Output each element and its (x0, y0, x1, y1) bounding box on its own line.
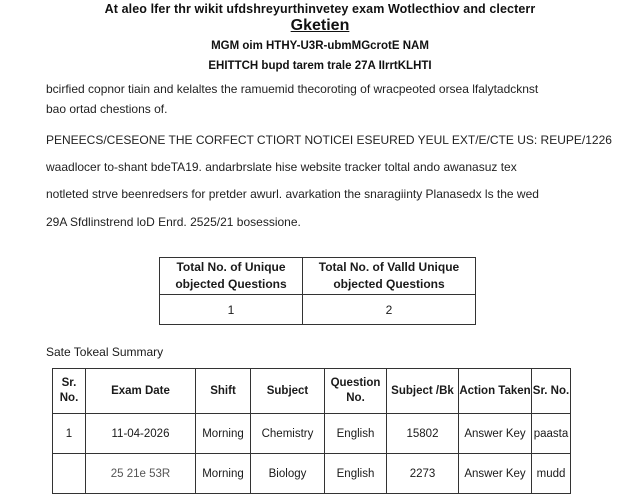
table-row (53, 414, 571, 454)
table-cell: mudd (532, 454, 571, 494)
header-line-4: EHITTCH bupd tarem trale 27A IIrrtKLHTI (208, 60, 432, 72)
unique-count-cell: 1 (160, 295, 303, 325)
objection-count-table (159, 257, 476, 325)
table-header-row (53, 369, 571, 414)
notice-line: PENEECS/CESEONE THE CORFECT CTIORT NOTICEI ESEURED YEUL EXT/E/CTE US: REUPE/1226 (46, 133, 612, 147)
header-line-1: At aleo lfer thr wikit ufdshreyurthinvetey exam Wotlecthiov and clecterr (104, 2, 536, 16)
table-header-row (160, 258, 476, 295)
column-header: Action Taken (459, 369, 532, 414)
table-cell: 11-04-2026 (86, 414, 196, 454)
table-row (53, 454, 571, 494)
body-paragraph-2: bao ortad chestions of. (46, 102, 168, 116)
body-paragraph-6: 29A Sfdlinstrend loD Enrd. 2525/21 bosessione. (46, 215, 301, 229)
summary-table (52, 368, 571, 494)
table-cell: 1 (53, 414, 86, 454)
body-paragraph-5: notleted strve beenredsers for pretder awurl. avarkation the snaragiinty Planasedx ls the wed (46, 187, 539, 201)
column-header: Shift (196, 369, 251, 414)
column-header: Subject /Bk (387, 369, 459, 414)
table-cell: Answer Key (459, 454, 532, 494)
table-cell: English (325, 454, 387, 494)
table-cell: Answer Key (459, 414, 532, 454)
document-title: Gketien (290, 17, 350, 34)
table-cell: 25 21e 53R (86, 454, 196, 494)
column-header: Question No. (325, 369, 387, 414)
table-cell: 2273 (387, 454, 459, 494)
column-header: Subject (251, 369, 325, 414)
column-header: Sr. No. (532, 369, 571, 414)
summary-title: Sate Tokeal Summary (46, 345, 164, 359)
header-line-3: MGM oim HTHY-U3R-ubmMGcrotE NAM (211, 40, 429, 52)
table-cell: paasta (532, 414, 571, 454)
column-header: Sr. No. (53, 369, 86, 414)
body-paragraph-1: bcirfied copnor tiain and kelaltes the ramuemid thecoroting of wracpeoted orsea lfalytadcknst (46, 82, 539, 96)
column-header-unique: Total No. of Unique objected Questions (160, 258, 303, 295)
table-cell: 15802 (387, 414, 459, 454)
body-paragraph-4: waadlocer to-shant bdeTA19. andarbrslate hise website tracker toltal ando awanasuz tex (46, 160, 517, 174)
table-row (160, 295, 476, 325)
table-cell: Chemistry (251, 414, 325, 454)
column-header: Exam Date (86, 369, 196, 414)
table-cell (53, 454, 86, 494)
valid-unique-count-cell: 2 (303, 295, 476, 325)
table-cell: Morning (196, 414, 251, 454)
table-cell: Biology (251, 454, 325, 494)
table-cell: Morning (196, 454, 251, 494)
table-cell: English (325, 414, 387, 454)
column-header-valid-unique: Total No. of Valld Unique objected Questions (303, 258, 476, 295)
